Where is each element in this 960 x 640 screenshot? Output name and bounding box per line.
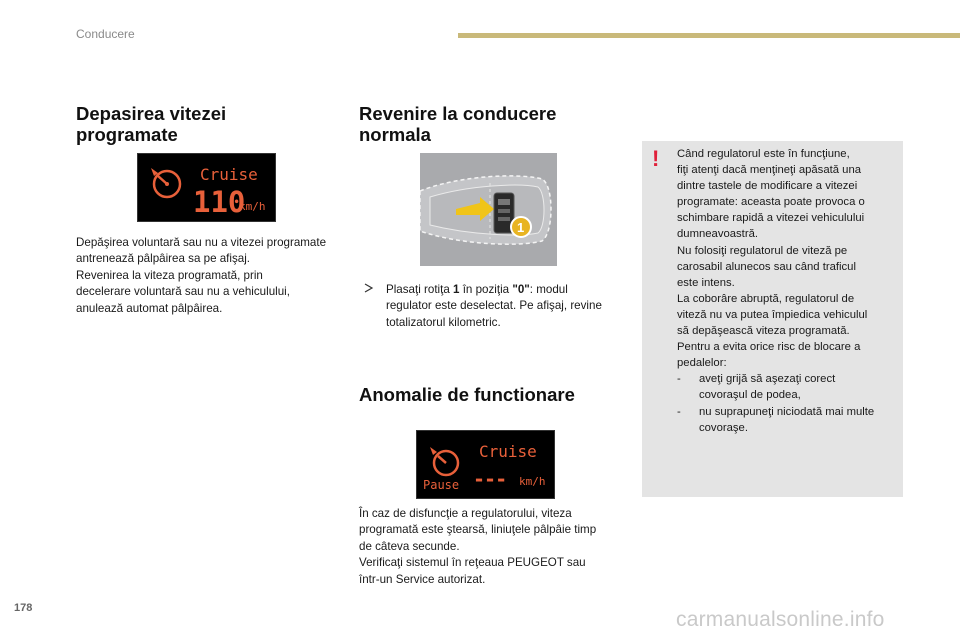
text-line: Depăşirea voluntară sau nu a vitezei programate (76, 236, 327, 249)
text-line: viteză nu va putea împiedica vehiculul (677, 308, 868, 321)
title-line: programate (76, 124, 178, 145)
text-run: în poziţia (459, 283, 513, 296)
text-line: În caz de disfuncţie a regulatorului, viteza (359, 507, 572, 520)
title-line: Revenire la conducere (359, 103, 557, 124)
cruise-display-speed (137, 153, 276, 222)
watermark: carmanualsonline.info (676, 608, 885, 631)
speed-unit: km/h (519, 475, 546, 488)
control-stalk-illustration (420, 153, 557, 266)
text-run: Plasaţi rotiţa (386, 283, 454, 296)
pause-display-graphic (417, 431, 554, 498)
pause-label: Pause (423, 478, 460, 492)
list-item-text (699, 404, 874, 436)
set-speed-value: 110 (193, 185, 246, 219)
stalk-graphic (420, 153, 557, 266)
text-line: nu suprapuneţi niciodată mai multe (699, 405, 875, 418)
speedometer-icon (151, 168, 180, 197)
text-line: Revenirea la viteza programată, prin (76, 268, 263, 282)
text-line: La coborâre abruptă, regulatorul de (677, 292, 855, 305)
list-item-text (699, 371, 835, 403)
warning-text (677, 146, 895, 436)
cruise-label: Cruise (479, 442, 537, 461)
text-line: fiţi atenţi dacă menţineţi apăsată una (677, 164, 862, 177)
list-item (677, 404, 895, 436)
title-line: Depasirea vitezei (76, 103, 227, 124)
text-line: este intens. (677, 276, 735, 289)
dash-marker: - (677, 405, 681, 418)
speed-unit: km/h (239, 200, 266, 213)
bullet-line (386, 282, 602, 298)
text-line: covoraşe. (699, 421, 748, 434)
text-line: Verificaţi sistemul în reţeaua PEUGEOT sau (359, 556, 586, 570)
list-item (677, 371, 895, 403)
warning-exclamation-icon: ! (652, 146, 660, 171)
text-line: anulează automat pâlpâirea. (76, 301, 223, 315)
bullet-text (386, 282, 602, 331)
text-run: : modul (529, 283, 568, 296)
bold-run: 1 (453, 283, 460, 296)
page-number: 178 (14, 602, 33, 614)
text-line: programată este ştearsă, liniuţele pâlpâie timp (359, 523, 597, 537)
bullet-arrow-icon (364, 282, 386, 331)
bullet-line: totalizatorul kilometric. (386, 315, 501, 329)
dash-marker: - (677, 373, 681, 386)
text-line: Nu folosiţi regulatorul de viteză pe (677, 244, 848, 257)
text-line: aveţi grijă să aşezaţi corect (699, 373, 836, 386)
text-line: să depăşească viteza programată. (677, 325, 850, 338)
malfunction-description (359, 506, 631, 588)
section-title-normal-driving (359, 103, 556, 145)
text-line: dintre tastele de modificare a vitezei (677, 180, 858, 193)
bullet-item (364, 282, 626, 331)
bullet-line: regulator este deselectat. Pe afişaj, revine (386, 299, 602, 313)
header-accent-bar (458, 33, 960, 38)
speed-exceed-description (76, 235, 341, 317)
text-line: într-un Service autorizat. (359, 572, 486, 586)
chapter-title: Conducere (76, 27, 135, 41)
text-line: programate: aceasta poate provoca o (677, 196, 865, 209)
title-line: normala (359, 124, 431, 145)
speedometer-icon (430, 447, 458, 475)
bullet-glyph (364, 282, 374, 294)
text-line: schimbare rapidă a vitezei vehiculului (677, 212, 865, 225)
section-title-speed-exceed (76, 103, 226, 145)
text-line: Pentru a evita orice risc de blocare a (677, 341, 861, 354)
cruise-label: Cruise (200, 165, 258, 184)
text-line: pedalelor: (677, 357, 727, 370)
text-line: dumneavoastră. (677, 228, 759, 241)
cruise-display-pause (416, 430, 555, 499)
bold-run: "0" (512, 283, 530, 296)
text-line: covoraşul de podea, (699, 389, 801, 402)
text-line: antrenează pâlpâirea sa pe afişaj. (76, 252, 251, 266)
callout-number: 1 (517, 220, 525, 235)
text-line: decelerare voluntară sau nu a vehiculului, (76, 285, 290, 299)
text-line: Când regulatorul este în funcţiune, (677, 148, 850, 160)
cruise-display-graphic (138, 154, 275, 221)
text-line: carosabil alunecos sau când traficul (677, 260, 856, 273)
normal-driving-instruction (364, 282, 626, 331)
section-title-malfunction: Anomalie de functionare (359, 384, 575, 405)
text-line: de câteva secunde. (359, 539, 460, 553)
speed-dashes: --- (473, 467, 507, 491)
